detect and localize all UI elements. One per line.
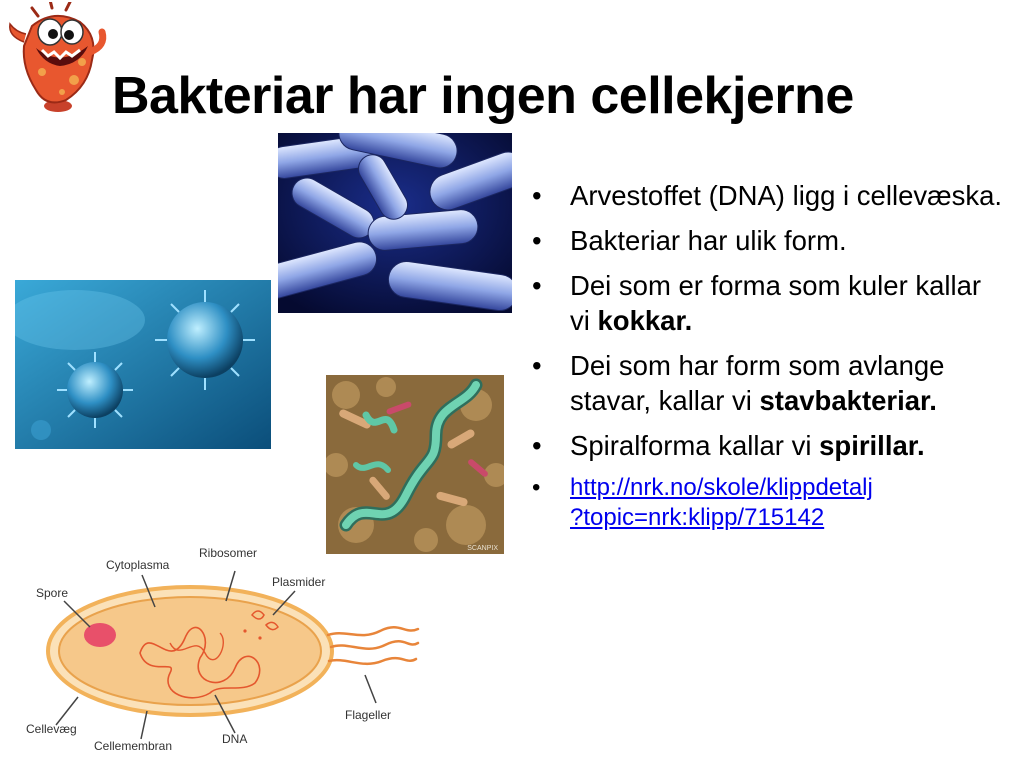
bullet-dot-icon: • [532, 225, 542, 256]
bacteria-cell-diagram [20, 543, 420, 758]
flagella [328, 627, 418, 664]
label-plasmider: Plasmider [272, 575, 326, 589]
bullet-dot-icon: • [532, 350, 542, 381]
bullet-bold-term: stavbakteriar. [759, 385, 937, 416]
bullet-bold-term: kokkar. [597, 305, 693, 336]
bullet-text: Spiralforma kallar vi [570, 430, 820, 461]
bullet-text: Dei som har form som avlange stavar, kallar vi [570, 350, 945, 416]
slide-title: Bakteriar har ingen cellekjerne [112, 67, 854, 125]
bullet-text: Arvestoffet (DNA) ligg i cellevæska. [570, 180, 1002, 211]
link-line-1: http://nrk.no/skole/klippdetalj [570, 474, 873, 501]
bullet-item [528, 428, 1008, 463]
cell-membrane-shape [59, 597, 321, 705]
bullet-item [528, 348, 1008, 418]
bullet-item [528, 268, 1008, 338]
bullet-bold-term: spirillar. [819, 430, 925, 461]
bullet-item [528, 223, 1008, 258]
label-cytoplasma: Cytoplasma [106, 558, 170, 572]
photo-watermark: SCANPIX [467, 545, 498, 552]
bullet-text: Bakteriar har ulik form. [570, 225, 847, 256]
rod-bacteria-photo [278, 133, 512, 313]
bullet-dot-icon: • [532, 180, 542, 211]
label-spore: Spore [36, 586, 69, 600]
cocci-virus-photo [15, 280, 271, 449]
spiral-bacteria-photo [326, 375, 504, 554]
bullet-dot-icon: • [532, 474, 541, 501]
bullet-item-link [528, 473, 1008, 533]
bullet-dot-icon: • [532, 430, 542, 461]
label-dna: DNA [222, 732, 248, 746]
bullet-dot-icon: • [532, 270, 542, 301]
link-line-2: ?topic=nrk:klipp/715142 [570, 504, 825, 531]
bullet-item [528, 178, 1008, 213]
label-ribosomer: Ribosomer [199, 546, 258, 560]
nrk-link[interactable] [570, 474, 873, 531]
label-flageller: Flageller [345, 708, 392, 722]
bullet-text: Dei som er forma som kuler kallar vi [570, 270, 982, 336]
label-cellemembran: Cellemembran [94, 739, 173, 753]
bullet-list [528, 178, 1008, 543]
germ-mascot-icon [2, 2, 110, 120]
label-cellevaeg: Cellevæg [26, 722, 77, 736]
